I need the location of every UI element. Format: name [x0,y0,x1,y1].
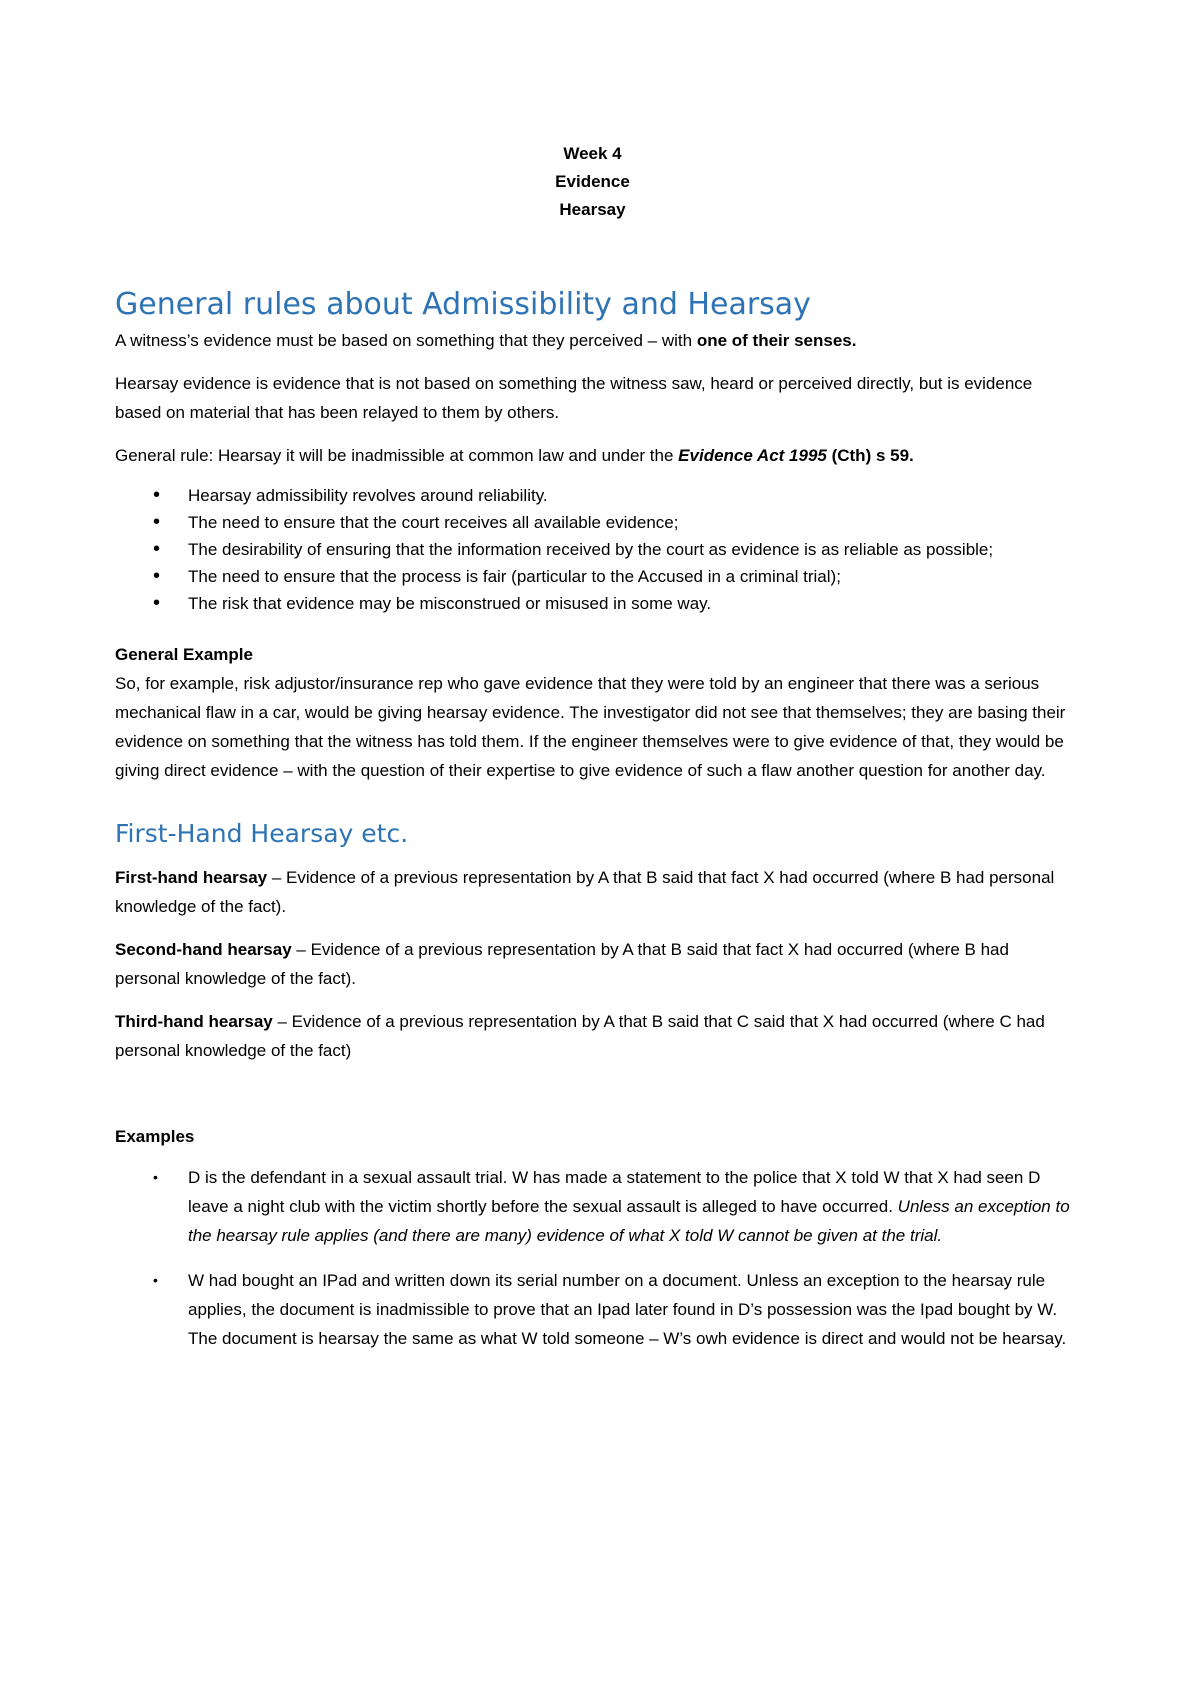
paragraph-second-hand [115,935,1075,993]
heading-general-rules: General rules about Admissibility and Hearsay [115,287,811,322]
third-hand-definition: – Evidence of a previous representation by A that B said that C said that X had occurred (where C had personal knowledge of the fact) [115,1012,1045,1060]
general-example-text: So, for example, risk adjustor/insurance rep who gave evidence that they were told by an engineer that there was a serious mechanical flaw in a car, would be giving hearsay evidence. The investigator did not see that themselves; they are basing their evidence on something that the witness has told them. If the engineer themselves were to give evidence of that, they would be giving direct evidence – with the question of their expertise to give evidence of such a flaw another question for another day. [115,674,1066,780]
heading-first-hand-hearsay: First-Hand Hearsay etc. [115,819,409,848]
act-section: (Cth) s 59. [826,446,914,465]
example-1-italic: Unless an exception to the hearsay rule applies (and there are many) evidence of what X told W cannot be given at the trial. [188,1197,1070,1245]
second-hand-term: Second-hand hearsay [115,940,292,959]
witness-evidence-text: A witness’s evidence must be based on something that they perceived – with [115,331,697,350]
reliability-bullet-list [115,482,1075,617]
second-hand-definition: – Evidence of a previous representation by A that B said that fact X had occurred (where B had personal knowledge of the fact). [115,940,1009,988]
examples-heading: Examples [115,1127,195,1146]
witness-evidence-bold: one of their senses. [696,331,857,350]
paragraph-general-rule [115,441,1075,470]
title-subject: Evidence [555,172,630,191]
paragraph-first-hand [115,863,1075,921]
title-topic: Hearsay [559,200,626,219]
paragraph-hearsay-definition: Hearsay evidence is evidence that is not based on something the witness saw, heard or perceived directly, but is evidence based on material that has been relayed to them by others. [115,374,1033,422]
title-block [110,140,1075,224]
example-1-text: D is the defendant in a sexual assault trial. W has made a statement to the police that X told W that X had seen D leave a night club with the victim shortly before the sexual assault is alleged to have occurred. [188,1168,1041,1216]
list-item: • The need to ensure that the process is fair (particular to the Accused in a criminal trial); [115,563,1075,590]
list-item: • W had bought an IPad and written down its serial number on a document. Unless an exception to the hearsay rule applies, the document is inadmissible to prove that an Ipad later found in D’s possession was the Ipad bought by W. The document is hearsay the same as what W told someone – W’s owh evidence is direct and would not be hearsay. [115,1266,1075,1353]
list-item [115,1163,1075,1250]
act-name: Evidence Act 1995 [678,446,827,465]
third-hand-term: Third-hand hearsay [115,1012,273,1031]
document-page [115,140,1075,1353]
paragraph-witness-evidence [115,326,1075,355]
first-hand-term: First-hand hearsay [115,868,268,887]
title-week: Week 4 [563,144,622,163]
list-item: • The desirability of ensuring that the information received by the court as evidence is as reliable as possible; [115,536,1075,563]
paragraph-third-hand [115,1007,1075,1065]
list-item: • Hearsay admissibility revolves around reliability. [115,482,1075,509]
general-example-heading: General Example [115,645,253,664]
list-item: • The need to ensure that the court receives all available evidence; [115,509,1075,536]
list-item: • The risk that evidence may be misconstrued or misused in some way. [115,590,1075,617]
first-hand-definition: – Evidence of a previous representation by A that B said that fact X had occurred (where B had personal knowledge of the fact). [115,868,1055,916]
general-rule-text: General rule: Hearsay it will be inadmissible at common law and under the [115,446,679,465]
examples-bullet-list [115,1163,1075,1353]
